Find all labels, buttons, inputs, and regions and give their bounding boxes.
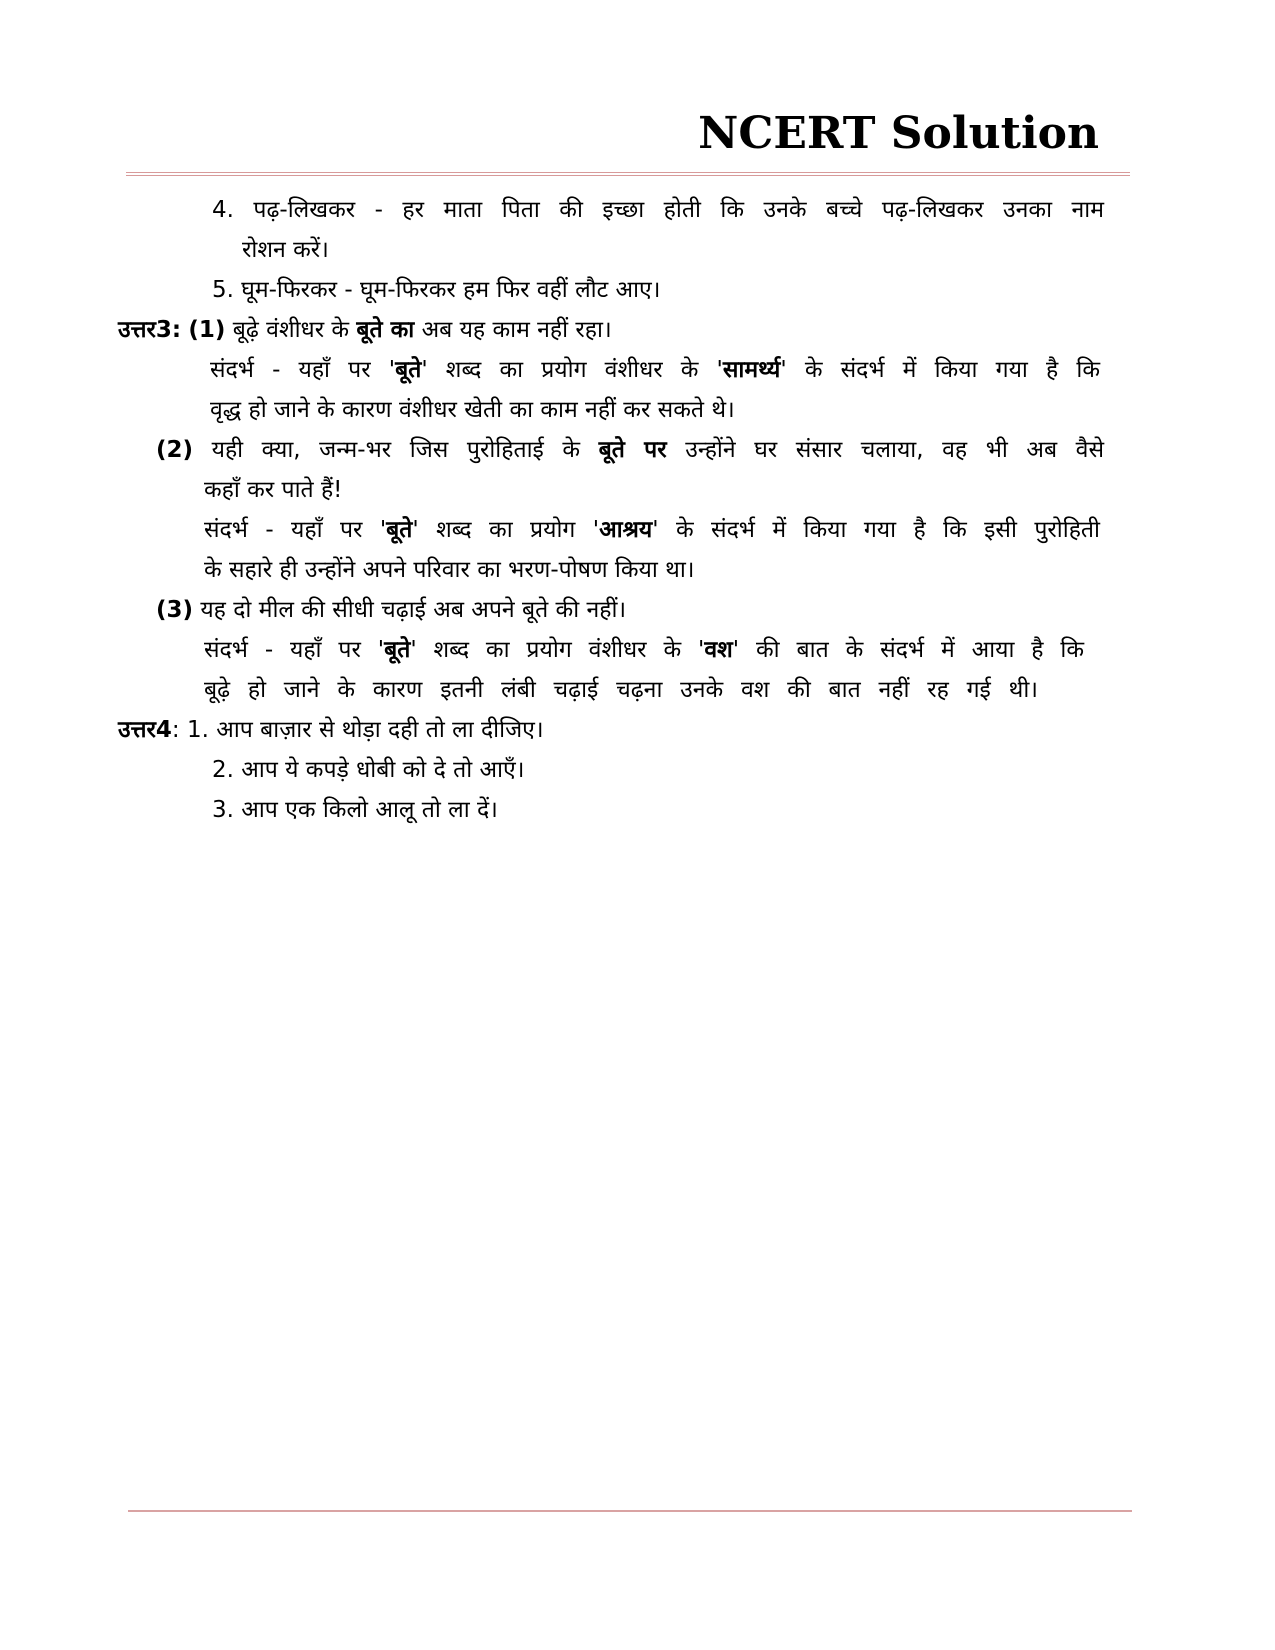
- text-segment: :: [171, 717, 180, 743]
- bold-phrase: बूते का: [356, 317, 415, 343]
- bold-phrase: बूते पर: [598, 437, 667, 463]
- text-segment: यही क्या, जन्म-भर जिस पुरोहिताई के: [211, 437, 581, 463]
- text-segment: ' शब्द का प्रयोग वंशीधर के ': [421, 357, 723, 383]
- page-header-title: NCERT Solution: [698, 108, 1099, 159]
- text-segment: संदर्भ - यहाँ पर ': [204, 637, 385, 663]
- bold-word: बूते: [395, 357, 422, 383]
- item-number: (1): [188, 317, 226, 343]
- context-line: [204, 634, 1084, 666]
- bold-word: बूते: [386, 517, 413, 543]
- text-segment: बूढ़े वंशीधर के: [232, 317, 350, 343]
- bold-word: वश: [704, 637, 733, 663]
- answer-line: 5. घूम-फिरकर - घूम-फिरकर हम फिर वहीं लौट आए।: [212, 277, 661, 303]
- answer-3-line-1: [118, 314, 612, 346]
- context-line: [204, 514, 1100, 546]
- context-line: बूढ़े हो जाने के कारण इतनी लंबी चढ़ाई चढ़ना उनके वश की बात नहीं रह गई थी।: [204, 677, 1038, 703]
- context-line: [210, 354, 1100, 386]
- answer-line: 3. आप एक किलो आलू तो ला दें।: [212, 797, 498, 823]
- text-segment: अब यह काम नहीं रहा।: [421, 317, 612, 343]
- answer-line: कहाँ कर पाते हैं!: [204, 477, 343, 503]
- item-number: (2): [156, 437, 194, 463]
- bold-word: बूते: [384, 637, 411, 663]
- answer-label: उत्तर4: [118, 717, 172, 743]
- text-segment: 1. आप बाज़ार से थोड़ा दही तो ला दीजिए।: [186, 717, 544, 743]
- answer-label: उत्तर3:: [118, 317, 182, 343]
- text-segment: ' के संदर्भ में किया गया है कि इसी पुरोहिती: [652, 517, 1100, 543]
- text-segment: ' शब्द का प्रयोग वंशीधर के ': [410, 637, 705, 663]
- answer-line: 4. पढ़-लिखकर - हर माता पिता की इच्छा होती कि उनके बच्चे पढ़-लिखकर उनका नाम: [212, 197, 1104, 223]
- text-segment: ' के संदर्भ में किया गया है कि: [780, 357, 1100, 383]
- text-segment: ' की बात के संदर्भ में आया है कि: [732, 637, 1084, 663]
- item-number: (3): [156, 597, 194, 623]
- answer-3-line-3: [156, 594, 626, 626]
- answer-line: रोशन करें।: [242, 237, 329, 263]
- text-segment: यह दो मील की सीधी चढ़ाई अब अपने बूते की नहीं।: [200, 597, 627, 623]
- text-segment: संदर्भ - यहाँ पर ': [204, 517, 387, 543]
- bold-word: आश्रय: [599, 517, 653, 543]
- text-segment: ' शब्द का प्रयोग ': [412, 517, 600, 543]
- context-line: वृद्ध हो जाने के कारण वंशीधर खेती का काम नहीं कर सकते थे।: [210, 397, 735, 423]
- context-line: के सहारे ही उन्होंने अपने परिवार का भरण-पोषण किया था।: [204, 557, 695, 583]
- text-segment: संदर्भ - यहाँ पर ': [210, 357, 396, 383]
- bold-word: सामर्थ्य: [722, 357, 781, 383]
- answer-3-line-2: [156, 434, 1104, 466]
- text-segment: उन्होंने घर संसार चलाया, वह भी अब वैसे: [685, 437, 1105, 463]
- answer-line: 2. आप ये कपड़े धोबी को दे तो आएँ।: [212, 757, 525, 783]
- footer-divider: [128, 1510, 1132, 1512]
- answer-4-line-1: [118, 714, 544, 746]
